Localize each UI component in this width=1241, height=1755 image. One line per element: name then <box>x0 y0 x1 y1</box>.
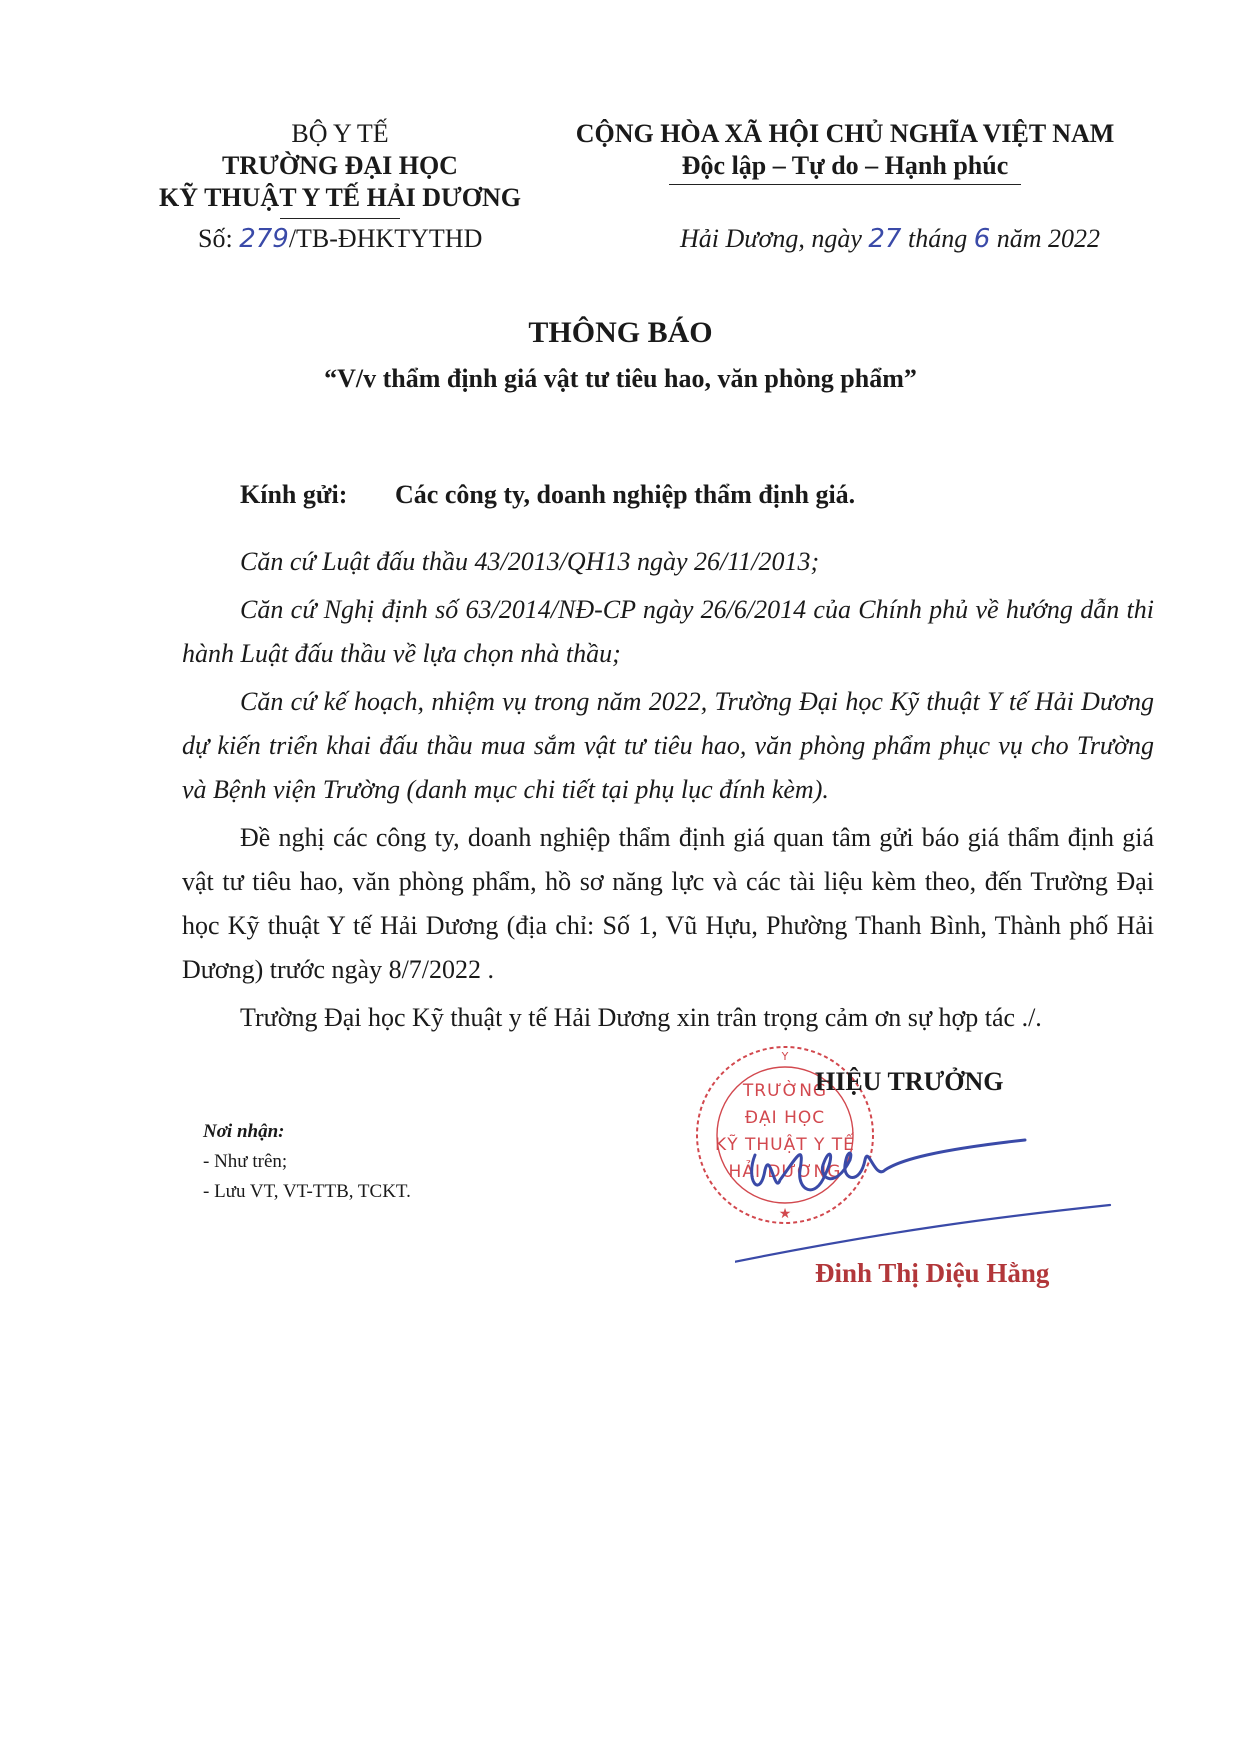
seal-line: HẢI DƯƠNG <box>728 1162 842 1182</box>
recipient-item: - Như trên; <box>203 1151 288 1172</box>
document-subtitle: “V/v thẩm định giá vật tư tiêu hao, văn phòng phẩm” <box>324 364 917 393</box>
legal-basis-3: Căn cứ kế hoạch, nhiệm vụ trong năm 2022, Trường Đại học Kỹ thuật Y tế Hải Dương dự kiến triển khai đấu thầu mua sắm vật tư tiêu hao, văn phòng phẩm phục vụ cho Trường và Bệnh viện Trường (danh mục chi tiết tại phụ lục đính kèm). <box>182 687 1154 804</box>
school-name-line2: KỸ THUẬT Y TẾ HẢI DƯƠNG <box>159 183 521 212</box>
seal-star: ★ <box>778 1206 792 1222</box>
request-paragraph: Đề nghị các công ty, doanh nghiệp thẩm định giá quan tâm gửi báo giá thẩm định giá vật tư tiêu hao, văn phòng phẩm, hồ sơ năng lực và các tài liệu kèm theo, đến Trường Đại học Kỹ thuật Y tế Hải Dương (địa chỉ: Số 1, Vũ Hựu, Phường Thanh Bình, Thành phố Hải Dương) trước ngày 8/7/2022 . <box>182 823 1154 984</box>
addressee-value: Các công ty, doanh nghiệp thẩm định giá. <box>395 480 856 509</box>
country-name: CỘNG HÒA XÃ HỘI CHỦ NGHĨA VIỆT NAM <box>575 119 1115 148</box>
signature-title: HIỆU TRƯỞNG <box>815 1067 1004 1096</box>
number-prefix: Số: <box>198 224 233 253</box>
recipient-item: - Lưu VT, VT-TTB, TCKT. <box>203 1181 411 1202</box>
seal-line: ĐẠI HỌC <box>744 1108 826 1128</box>
addressee <box>240 480 855 510</box>
issuer-block <box>150 118 530 219</box>
number-handwritten: 279 <box>239 224 289 254</box>
motto-underline <box>669 184 1021 185</box>
document-body <box>182 540 1154 1044</box>
date-year: năm 2022 <box>996 224 1101 253</box>
legal-basis-1: Căn cứ Luật đấu thầu 43/2013/QH13 ngày 26/11/2013; <box>240 547 820 576</box>
document-title: THÔNG BÁO <box>528 316 713 349</box>
seal-line: KỸ THUẬT Y TẾ <box>715 1135 855 1155</box>
signature-stroke <box>752 1140 1025 1190</box>
date-place: Hải Dương, ngày <box>680 224 862 253</box>
date-month-handwritten: 6 <box>973 224 991 254</box>
seal-line: TRƯỜNG <box>742 1081 828 1101</box>
recipients-heading: Nơi nhận: <box>203 1121 285 1142</box>
date-day-handwritten: 27 <box>868 224 902 254</box>
ministry-name: BỘ Y TẾ <box>291 119 389 148</box>
thanks-paragraph: Trường Đại học Kỹ thuật y tế Hải Dương xin trân trọng cảm ơn sự hợp tác ./. <box>240 1003 1042 1032</box>
document-number <box>198 224 482 254</box>
seal-top-letter: Y <box>781 1050 789 1063</box>
national-motto: Độc lập – Tự do – Hạnh phúc <box>681 151 1009 180</box>
number-suffix: /TB-ĐHKTYTHD <box>288 224 483 253</box>
national-header <box>555 118 1135 185</box>
signer-name: Đinh Thị Diệu Hằng <box>815 1258 1050 1288</box>
date-month-label: tháng <box>907 224 968 253</box>
recipients-block <box>203 1117 411 1207</box>
issuer-underline <box>280 218 400 219</box>
legal-basis-2: Căn cứ Nghị định số 63/2014/NĐ-CP ngày 26/6/2014 của Chính phủ về hướng dẫn thi hành Luật đấu thầu về lựa chọn nhà thầu; <box>182 595 1154 668</box>
date-line <box>680 224 1100 254</box>
addressee-label: Kính gửi: <box>240 480 348 509</box>
school-name-line1: TRƯỜNG ĐẠI HỌC <box>222 151 458 180</box>
